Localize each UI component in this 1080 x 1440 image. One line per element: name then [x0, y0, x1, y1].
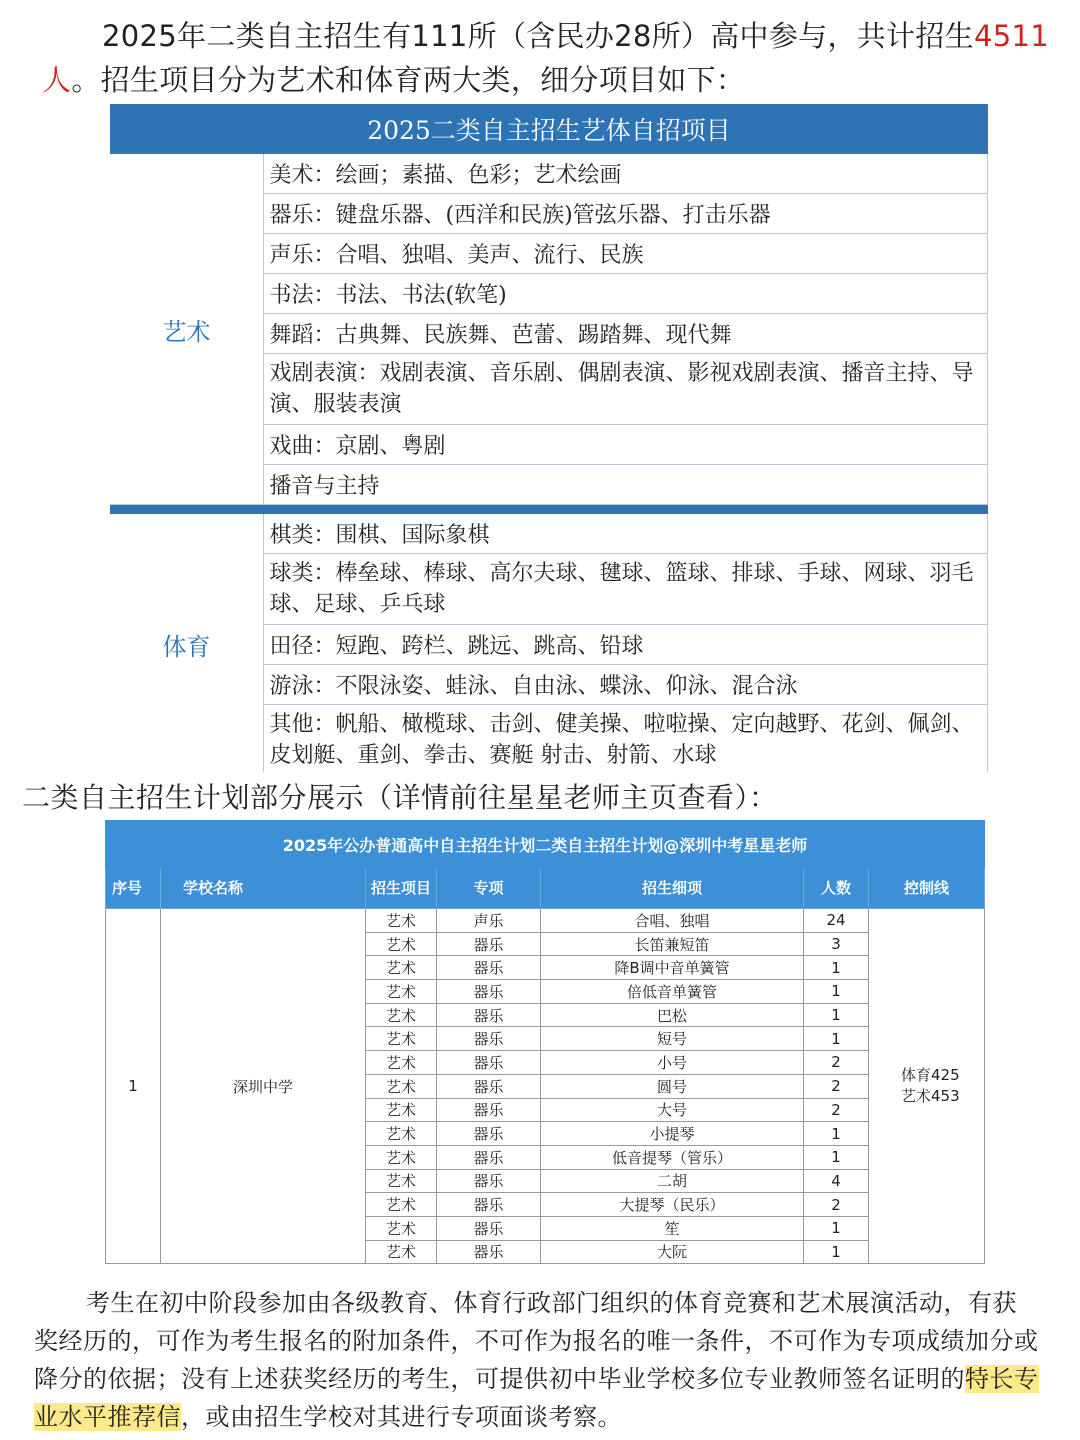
cell-major: 声乐: [437, 909, 541, 933]
art-item: 声乐：合唱、独唱、美声、流行、民族: [263, 234, 988, 274]
cell-project: 艺术: [366, 1169, 437, 1193]
cell-major: 器乐: [437, 1169, 541, 1193]
art-sport-table: [110, 104, 988, 772]
cell-count: 1: [804, 980, 869, 1004]
cell-detail: 巴松: [541, 1003, 804, 1027]
note-highlight: 特长专业水平推荐信: [34, 1365, 1039, 1431]
cell-project: 艺术: [366, 1216, 437, 1240]
row-number: 1: [106, 909, 161, 1264]
art-category: 艺术: [111, 154, 264, 505]
header-school: 学校名称: [161, 868, 366, 909]
cell-major: 器乐: [437, 956, 541, 980]
intro-unit: 人: [42, 63, 72, 97]
cell-detail: 短号: [541, 1027, 804, 1051]
cell-count: 1: [804, 1216, 869, 1240]
cell-count: 1: [804, 1027, 869, 1051]
intro-count: 4511: [973, 19, 1049, 53]
cell-detail: 大提琴（民乐）: [541, 1193, 804, 1217]
table-row: [106, 909, 985, 933]
cell-project: 艺术: [366, 932, 437, 956]
intro-before: 2025年二类自主招生有111所（含民办28所）高中参与，共计招生: [102, 19, 974, 53]
control-line-art: 艺术453: [901, 1087, 960, 1106]
cell-count: 1: [804, 1003, 869, 1027]
art-item: 戏曲：京剧、粤剧: [263, 425, 988, 465]
note-after: ，或由招生学校对其进行专项面谈考察。: [181, 1403, 622, 1431]
cell-project: 艺术: [366, 909, 437, 933]
cell-detail: 小提琴: [541, 1122, 804, 1146]
cell-detail: 倍低音单簧管: [541, 980, 804, 1004]
cell-project: 艺术: [366, 980, 437, 1004]
plan-table-title: 2025年公办普通高中自主招生计划二类自主招生计划@深圳中考星星老师: [106, 821, 985, 868]
cell-count: 2: [804, 1051, 869, 1075]
cell-detail: 大号: [541, 1098, 804, 1122]
cell-project: 艺术: [366, 1027, 437, 1051]
cell-major: 器乐: [437, 932, 541, 956]
art-item: 播音与主持: [263, 465, 988, 505]
note-before: 考生在初中阶段参加由各级教育、体育行政部门组织的体育竞赛和艺术展演活动，有获奖经历的，可作为考生报名的附加条件，不可作为报名的唯一条件，不可作为专项成绩加分或降分的依据；没有上述获奖经历的考生，可提供初中毕业学校多位专业教师签名证明的: [34, 1289, 1039, 1393]
cell-detail: 圆号: [541, 1074, 804, 1098]
sport-item: 田径：短跑、跨栏、跳远、跳高、铅球: [263, 625, 988, 665]
cell-count: 1: [804, 956, 869, 980]
header-control: 控制线: [869, 868, 985, 909]
cell-detail: 降B调中音单簧管: [541, 956, 804, 980]
cell-detail: 二胡: [541, 1169, 804, 1193]
intro-text: [42, 14, 1062, 102]
cell-major: 器乐: [437, 1122, 541, 1146]
art-sport-table-frame: [100, 100, 1000, 772]
cell-project: 艺术: [366, 1074, 437, 1098]
cell-project: 艺术: [366, 1003, 437, 1027]
control-line: [869, 909, 985, 1264]
cell-count: 4: [804, 1169, 869, 1193]
cell-major: 器乐: [437, 1027, 541, 1051]
cell-major: 器乐: [437, 1003, 541, 1027]
header-detail: 招生细项: [541, 868, 804, 909]
art-item: 戏剧表演：戏剧表演、音乐剧、偶剧表演、影视戏剧表演、播音主持、导演、服装表演: [263, 354, 988, 425]
art-row: [111, 154, 988, 194]
art-item: 器乐：键盘乐器、(西洋和民族)管弦乐器、打击乐器: [263, 194, 988, 234]
cell-major: 器乐: [437, 980, 541, 1004]
cell-count: 2: [804, 1074, 869, 1098]
control-line-sport: 体育425: [901, 1066, 960, 1085]
cell-project: 艺术: [366, 956, 437, 980]
cell-major: 器乐: [437, 1240, 541, 1264]
cell-count: 1: [804, 1122, 869, 1146]
cell-detail: 笙: [541, 1216, 804, 1240]
cell-count: 2: [804, 1098, 869, 1122]
cell-project: 艺术: [366, 1122, 437, 1146]
school-name: 深圳中学: [161, 909, 366, 1264]
header-project: 招生项目: [366, 868, 437, 909]
cell-count: 1: [804, 1240, 869, 1264]
sport-item: 其他：帆船、橄榄球、击剑、健美操、啦啦操、定向越野、花剑、佩剑、皮划艇、重剑、拳击、赛艇 射击、射箭、水球: [263, 705, 988, 773]
art-item: 舞蹈：古典舞、民族舞、芭蕾、踢踏舞、现代舞: [263, 314, 988, 354]
header-count: 人数: [804, 868, 869, 909]
group-separator: [111, 505, 988, 514]
cell-detail: 低音提琴（管乐）: [541, 1145, 804, 1169]
sport-item: 游泳：不限泳姿、蛙泳、自由泳、蝶泳、仰泳、混合泳: [263, 665, 988, 705]
header-major: 专项: [437, 868, 541, 909]
cell-project: 艺术: [366, 1193, 437, 1217]
cell-project: 艺术: [366, 1145, 437, 1169]
cell-count: 3: [804, 932, 869, 956]
art-item: 美术：绘画；素描、色彩；艺术绘画: [263, 154, 988, 194]
cell-detail: 小号: [541, 1051, 804, 1075]
cell-major: 器乐: [437, 1098, 541, 1122]
intro-after: 。招生项目分为艺术和体育两大类，细分项目如下：: [71, 63, 746, 97]
art-item: 书法：书法、书法(软笔): [263, 274, 988, 314]
header-no: 序号: [106, 868, 161, 909]
cell-major: 器乐: [437, 1074, 541, 1098]
cell-project: 艺术: [366, 1098, 437, 1122]
enrollment-plan-table: [105, 820, 985, 1264]
cell-count: 1: [804, 1145, 869, 1169]
sport-category: 体育: [111, 514, 264, 773]
cell-major: 器乐: [437, 1216, 541, 1240]
sport-row: [111, 514, 988, 554]
cell-major: 器乐: [437, 1193, 541, 1217]
cell-count: 2: [804, 1193, 869, 1217]
cell-major: 器乐: [437, 1051, 541, 1075]
cell-major: 器乐: [437, 1145, 541, 1169]
sport-item: 球类：棒垒球、棒球、高尔夫球、毽球、篮球、排球、手球、网球、羽毛球、足球、乒乓球: [263, 554, 988, 625]
sport-item: 棋类：围棋、国际象棋: [263, 514, 988, 554]
cell-detail: 大阮: [541, 1240, 804, 1264]
cell-count: 24: [804, 909, 869, 933]
cell-project: 艺术: [366, 1051, 437, 1075]
separator-bar: [111, 505, 988, 514]
cell-detail: 长笛兼短笛: [541, 932, 804, 956]
plan-subtitle: 二类自主招生计划部分展示（详情前往星星老师主页查看）：: [22, 781, 778, 814]
cell-detail: 合唱、独唱: [541, 909, 804, 933]
art-sport-table-title: 2025二类自主招生艺体自招项目: [111, 105, 988, 154]
note-paragraph: [34, 1284, 1040, 1436]
cell-project: 艺术: [366, 1240, 437, 1264]
